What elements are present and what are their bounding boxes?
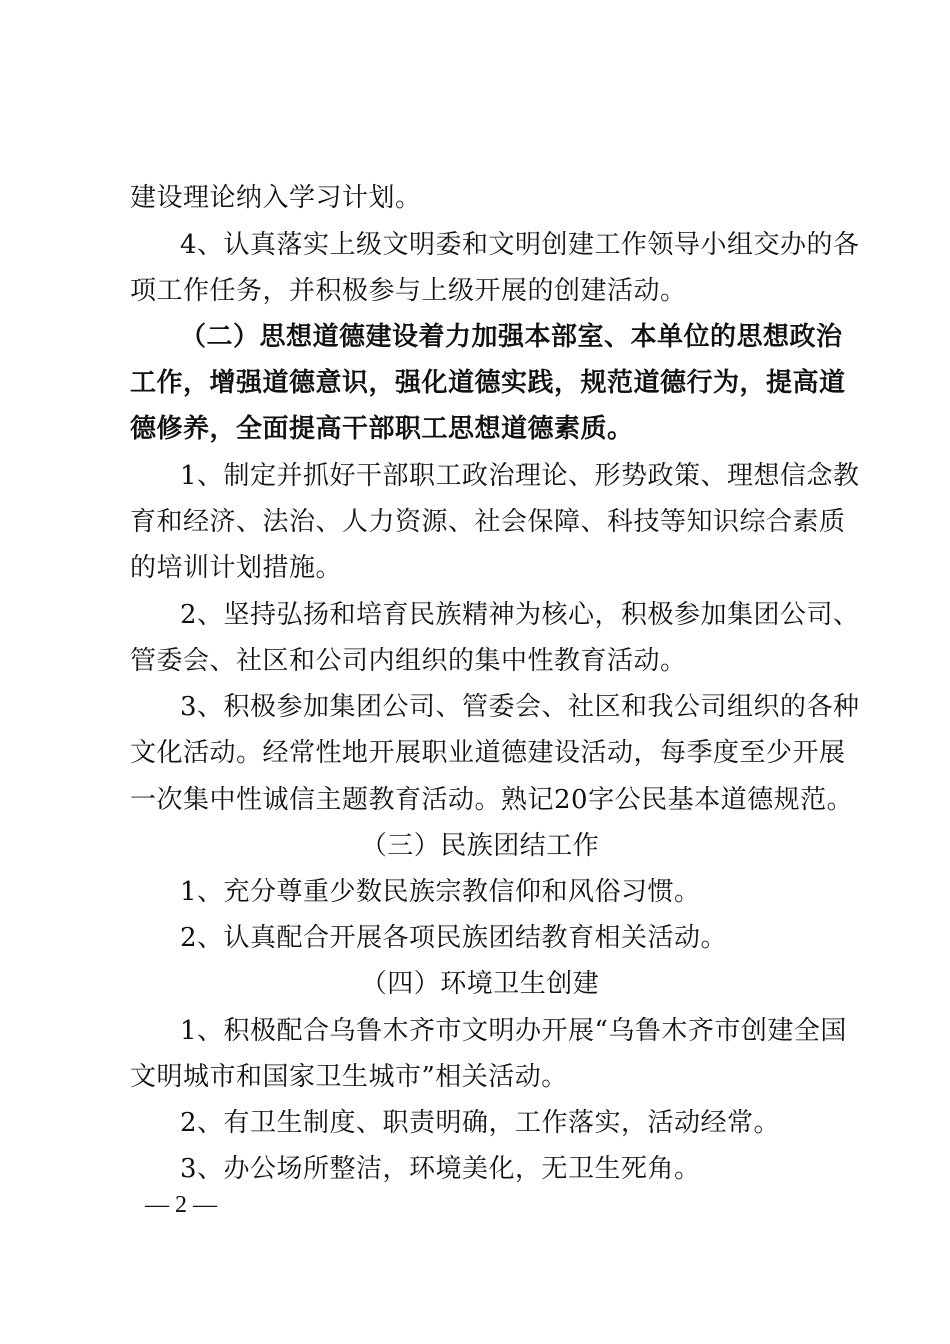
paragraph-line: 管委会、社区和公司内组织的集中性教育活动。	[130, 646, 687, 676]
paragraph-line: 2、有卫生制度、职责明确，工作落实，活动经常。	[180, 1108, 781, 1138]
paragraph-line: 育和经济、法治、人力资源、社会保障、科技等知识综合素质	[130, 507, 846, 537]
paragraph-line: 一次集中性诚信主题教育活动。熟记20字公民基本道德规范。	[130, 785, 854, 815]
section-heading-2-line: 德修养，全面提高干部职工思想道德素质。	[130, 414, 634, 444]
paragraph-line: 建设理论纳入学习计划。	[130, 183, 422, 213]
paragraph-line: 的培训计划措施。	[130, 553, 343, 583]
section-heading-2-line: 工作，增强道德意识，强化道德实践，规范道德行为，提高道	[130, 368, 846, 398]
page-number: — 2 —	[145, 1192, 217, 1218]
paragraph-line: 1、充分尊重少数民族宗教信仰和风俗习惯。	[180, 877, 701, 907]
paragraph-line: 文明城市和国家卫生城市”相关活动。	[130, 1062, 568, 1092]
paragraph-line: 3、办公场所整洁，环境美化，无卫生死角。	[180, 1154, 701, 1184]
paragraph-line: 2、坚持弘扬和培育民族精神为核心，积极参加集团公司、	[180, 600, 860, 630]
paragraph-line: 1、积极配合乌鲁木齐市文明办开展“乌鲁木齐市创建全国	[180, 1016, 847, 1046]
section-heading-3: （三）民族团结工作	[360, 831, 600, 861]
section-heading-2: （二）思想道德建设着力加强本部室、本单位的思想政治	[180, 322, 843, 352]
paragraph-line: 4、认真落实上级文明委和文明创建工作领导小组交办的各	[180, 230, 860, 260]
paragraph-line: 3、积极参加集团公司、管委会、社区和我公司组织的各种	[180, 692, 860, 722]
paragraph-line: 文化活动。经常性地开展职业道德建设活动，每季度至少开展	[130, 738, 846, 768]
paragraph-line: 项工作任务，并积极参与上级开展的创建活动。	[130, 276, 687, 306]
paragraph-line: 2、认真配合开展各项民族团结教育相关活动。	[180, 923, 728, 953]
paragraph-line: 1、制定并抓好干部职工政治理论、形势政策、理想信念教	[180, 461, 860, 491]
section-heading-4: （四）环境卫生创建	[360, 969, 600, 999]
